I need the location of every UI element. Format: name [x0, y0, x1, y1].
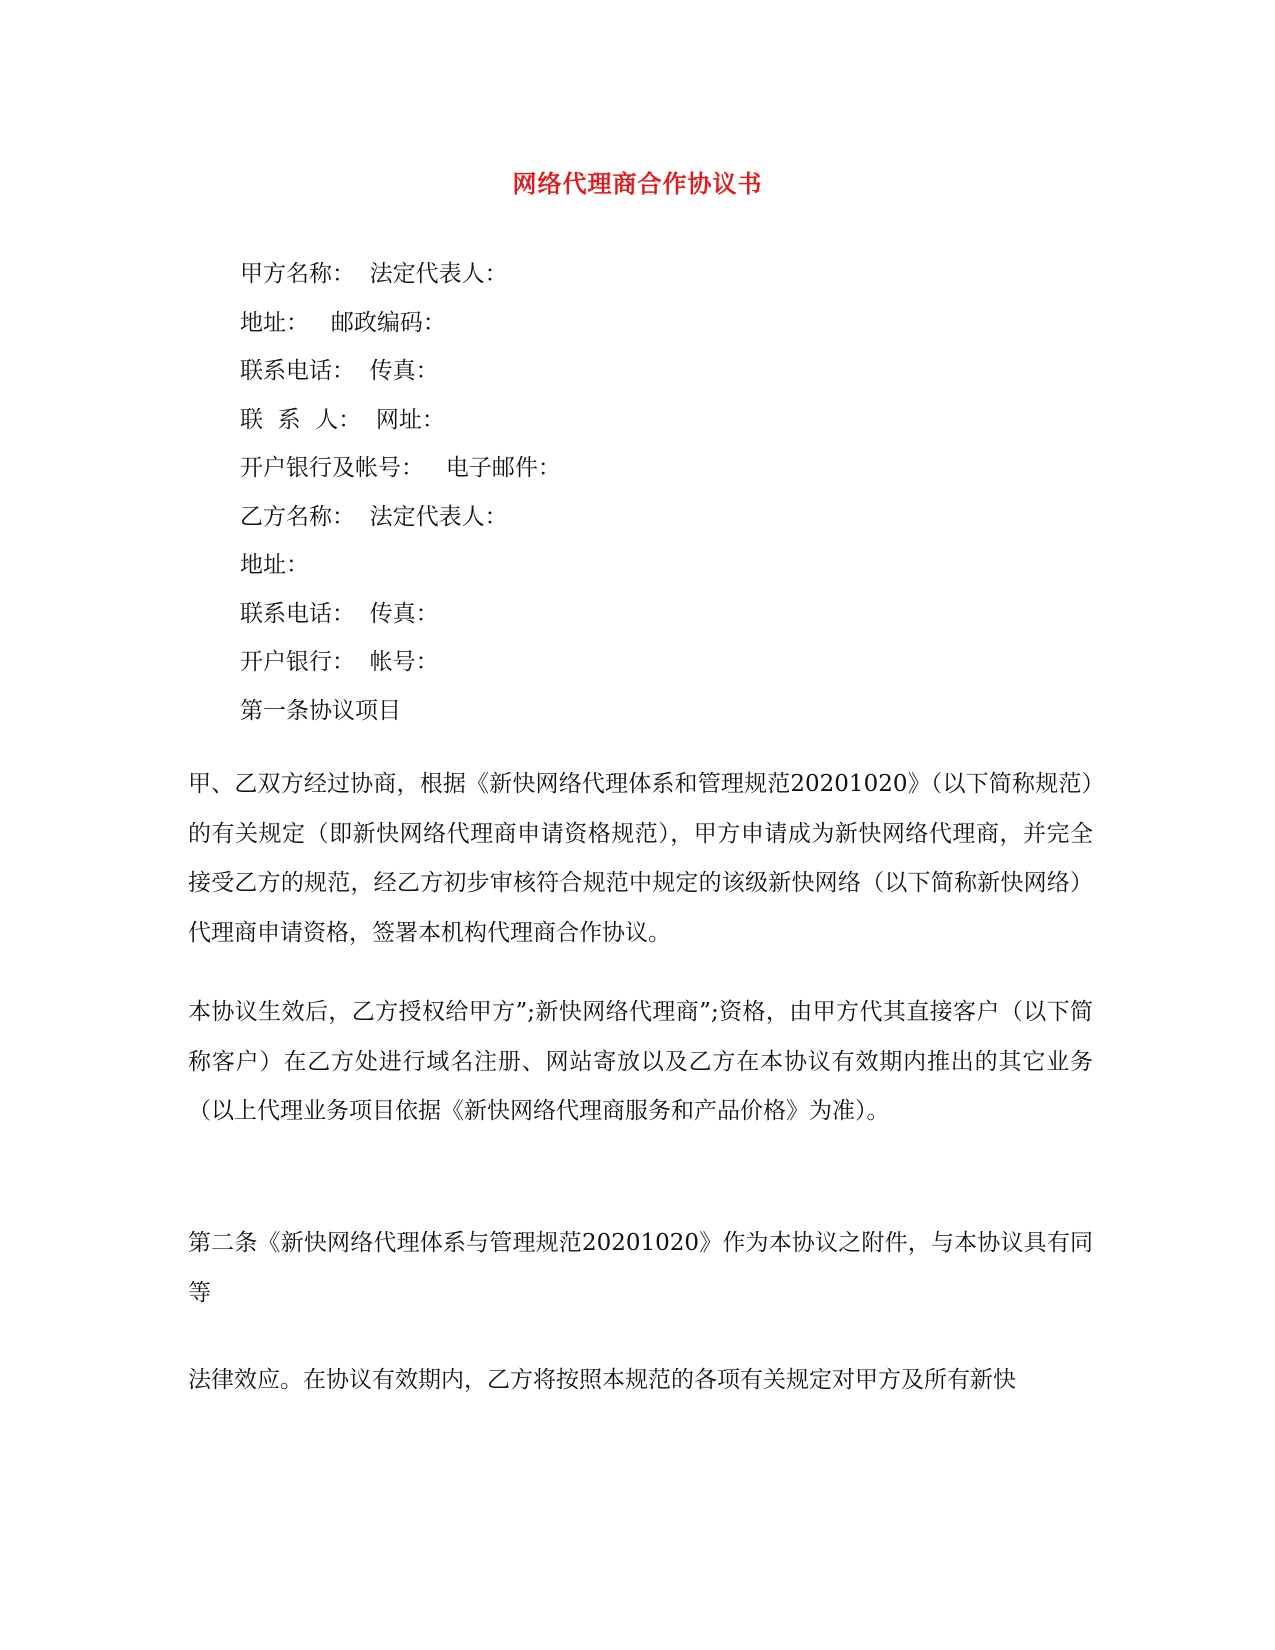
- party-a-bank-line: 开户银行及帐号： 电子邮件：: [240, 455, 561, 481]
- party-a-address-line: 地址： 邮政编码：: [240, 309, 446, 336]
- party-b-bank-line: 开户银行： 帐号：: [240, 649, 439, 675]
- party-b-name-line: 乙方名称： 法定代表人：: [240, 503, 508, 530]
- party-a-name-line: 甲方名称： 法定代表人：: [240, 261, 508, 287]
- party-a-contact-line: 联 系 人： 网址：: [240, 406, 445, 433]
- party-b-phone-line: 联系电话： 传真：: [240, 600, 439, 627]
- party-b-address-line: 地址：: [240, 552, 309, 578]
- party-info-fields: [240, 262, 1140, 747]
- paragraph-article-two: 第二条《新快网络代理体系与管理规范20201020》作为本协议之附件，与本协议具有同等: [188, 1230, 1093, 1306]
- paragraph-legal-effect: 法律效应。在协议有效期内，乙方将按照本规范的各项有关规定对甲方及所有新快: [188, 1367, 1016, 1393]
- document-title: 网络代理商合作协议书: [512, 169, 763, 198]
- paragraph-authorization: 本协议生效后，乙方授权给甲方”;新快网络代理商”;资格，由甲方代其直接客户（以下简称客户）在乙方处进行域名注册、网站寄放以及乙方在本协议有效期内推出的其它业务（以上代理业务项目依据《新快网络代理商服务和产品价格》为准）。: [188, 999, 1093, 1124]
- party-a-phone-line: 联系电话： 传真：: [240, 358, 439, 384]
- paragraph-agreement-basis: 甲、乙双方经过协商，根据《新快网络代理体系和管理规范20201020》（以下简称规范）的有关规定（即新快网络代理商申请资格规范），甲方申请成为新快网络代理商，并完全接受乙方的规范，经乙方初步审核符合规范中规定的该级新快网络（以下简称新快网络）代理商申请资格，签署本机构代理商合作协议。: [188, 771, 1093, 946]
- article-one-heading: 第一条协议项目: [240, 697, 401, 724]
